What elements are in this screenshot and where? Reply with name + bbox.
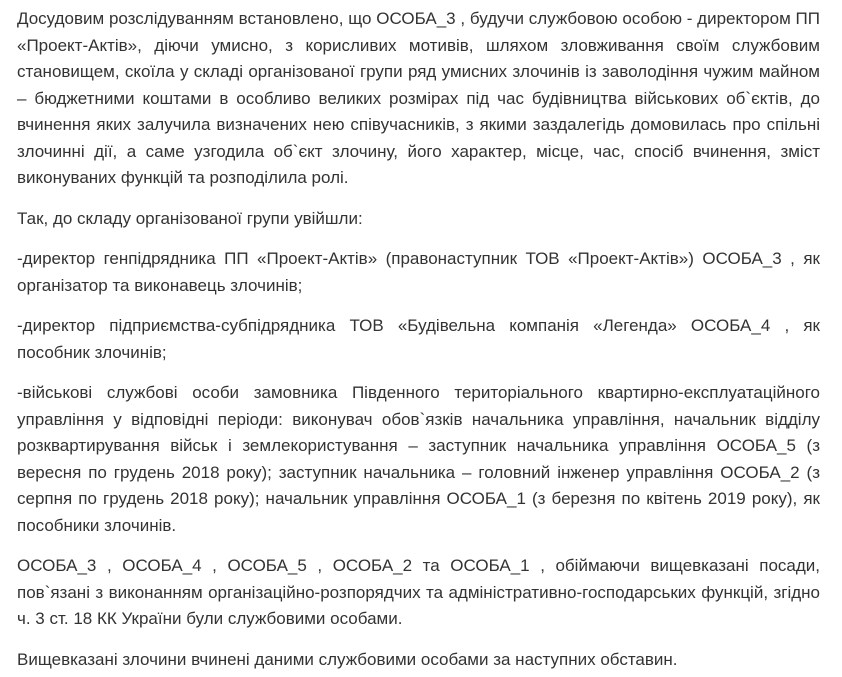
paragraph-investigation-finding: Досудовим розслідуванням встановлено, що ОСОБА_3 , будучи службовою особою - директором ПП «Проект-Актів», діючи умисно, з корисливих мотивів, шляхом зловживання своїм службовим становищем, скоїла у складі організованої групи ряд умисних злочинів із заволодіння чужим майном – бюджетними коштами в особливо великих розмірах під час будівництва військових об`єктів, до вчинення яких залучила визначених нею співучасників, з якими заздалегідь домовилась про спільні злочинні дії, а саме узгодила об`єкт злочину, його характер, місце, час, спосіб вчинення, зміст виконуваних функцій та розподілила ролі. <box>17 9 820 187</box>
paragraph-member-organizer: -директор генпідрядника ПП «Проект-Актів» (правонаступник ТОВ «Проект-Актів») ОСОБА_3 , як організатор та виконавець злочинів; <box>17 249 820 295</box>
paragraph-member-subcontractor: -директор підприємства-субпідрядника ТОВ «Будівельна компанія «Легенда» ОСОБА_4 , як пособник злочинів; <box>17 316 820 362</box>
paragraph-group-composition-intro: Так, до складу організованої групи увійшли: <box>17 208 363 228</box>
paragraph-official-status: ОСОБА_3 , ОСОБА_4 , ОСОБА_5 , ОСОБА_2 та ОСОБА_1 , обіймаючи вищевказані посади, пов`язані з виконанням організаційно-розпорядчих та адміністративно-господарських функцій, згідно ч. 3 ст. 18 КК України були службовими особами. <box>17 556 820 628</box>
paragraph-circumstances-intro: Вищевказані злочини вчинені даними службовими особами за наступних обставин. <box>17 649 678 669</box>
paragraph-member-military-officials: -військові службові особи замовника Південного територіального квартирно-експлуатаційного управління у відповідні періоди: виконувач обов`язків начальника управління, начальник відділу розквартирування військ і землекористування – заступник начальника управління ОСОБА_5 (з вересня по грудень 2018 року); заступник начальника – головний інженер управління ОСОБА_2 (з серпня по грудень 2018 року); начальник управління ОСОБА_1 (з березня по квітень 2019 року), як пособники злочинів. <box>17 383 820 535</box>
